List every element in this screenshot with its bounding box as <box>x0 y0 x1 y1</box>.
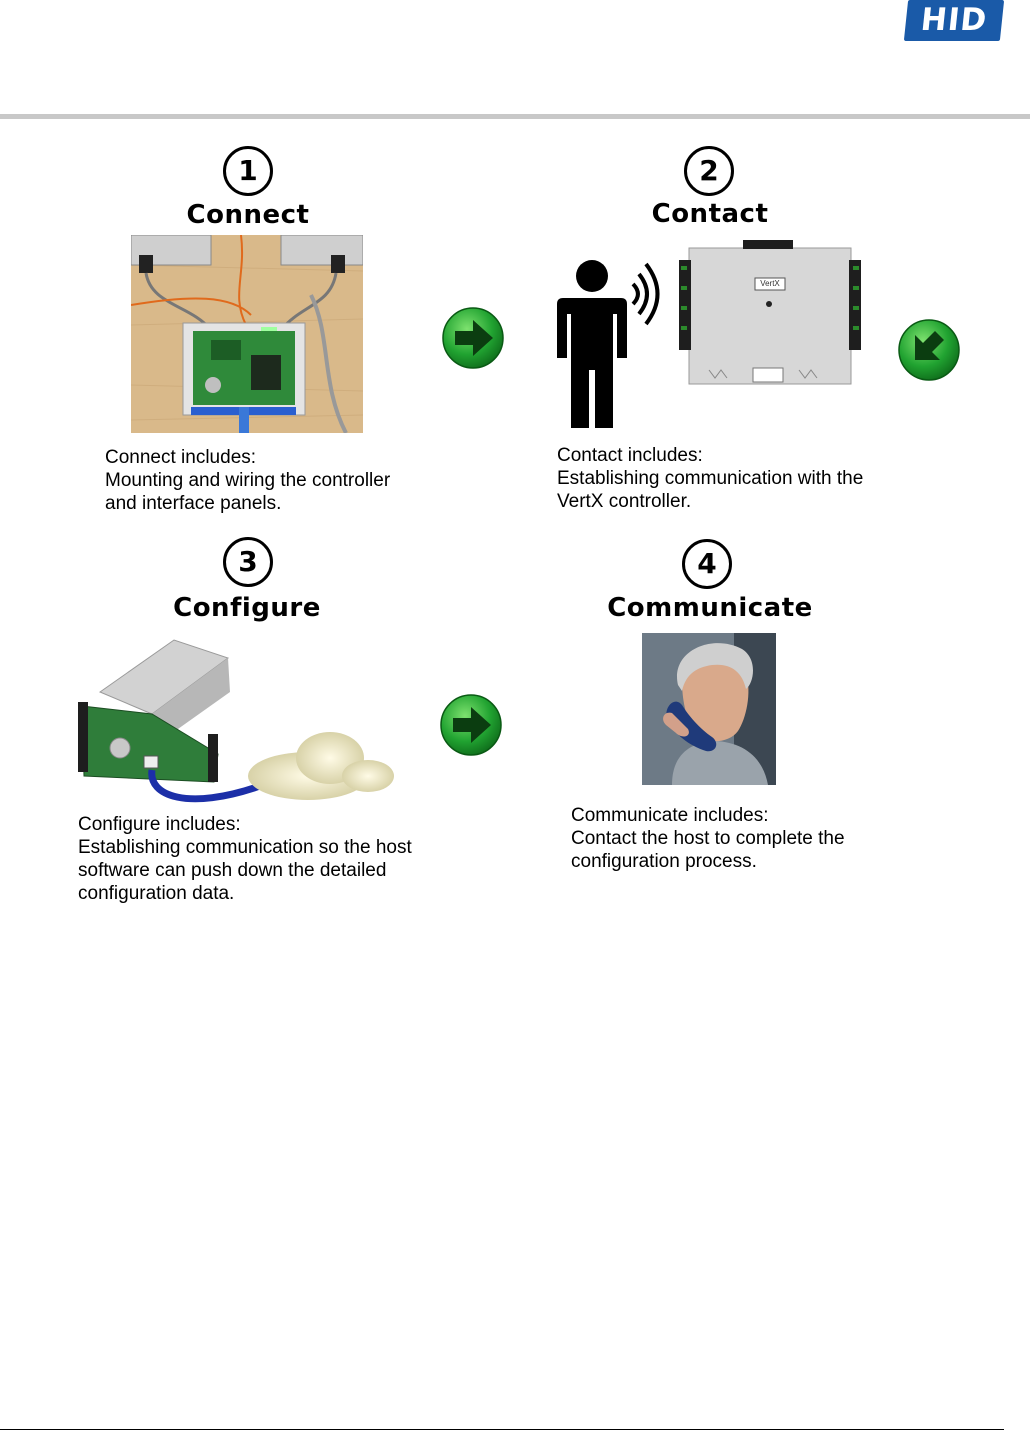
caption-line: and interface panels. <box>105 493 282 514</box>
connect-photo <box>131 235 363 433</box>
step-4-title: Communicate <box>607 593 813 623</box>
hid-logo: HID <box>904 0 1004 41</box>
caption-line: configuration data. <box>78 883 235 904</box>
caption-line: Contact includes: <box>557 445 703 466</box>
step-3-number: 3 <box>223 537 273 587</box>
caption-line: Communicate includes: <box>571 805 769 826</box>
step-4-caption <box>571 804 845 873</box>
configure-image <box>78 636 394 812</box>
header-rule <box>0 114 1030 119</box>
step-1-title: Connect <box>186 200 310 230</box>
caption-line: Mounting and wiring the controller <box>105 470 391 491</box>
step-1-number: 1 <box>223 146 273 196</box>
step-3-caption <box>78 813 412 905</box>
step-4-number: 4 <box>682 539 732 589</box>
step-3-title: Configure <box>173 593 321 623</box>
step-2-caption <box>557 444 863 513</box>
footer-rule <box>0 1429 1004 1430</box>
vertx-label: VertX <box>760 279 780 288</box>
caption-line: software can push down the detailed <box>78 860 387 881</box>
arrow-right-circle-icon <box>439 693 503 757</box>
caption-line: Establishing communication with the <box>557 468 864 489</box>
caption-line: configuration process. <box>571 851 757 872</box>
caption-line: Contact the host to complete the <box>571 828 845 849</box>
arrow-right-circle-icon <box>441 306 505 370</box>
person-on-phone-photo <box>642 633 776 785</box>
caption-line: Establishing communication so the host <box>78 837 412 858</box>
caption-line: VertX controller. <box>557 491 692 512</box>
arrow-down-left-circle-icon <box>897 318 961 382</box>
caption-line: Configure includes: <box>78 814 241 835</box>
caption-line: Connect includes: <box>105 447 257 468</box>
step-2-number: 2 <box>684 146 734 196</box>
step-2-title: Contact <box>651 199 769 229</box>
step-1-caption <box>105 446 390 515</box>
person-with-signal-icon <box>555 258 675 430</box>
vertx-controller-image <box>679 240 861 386</box>
